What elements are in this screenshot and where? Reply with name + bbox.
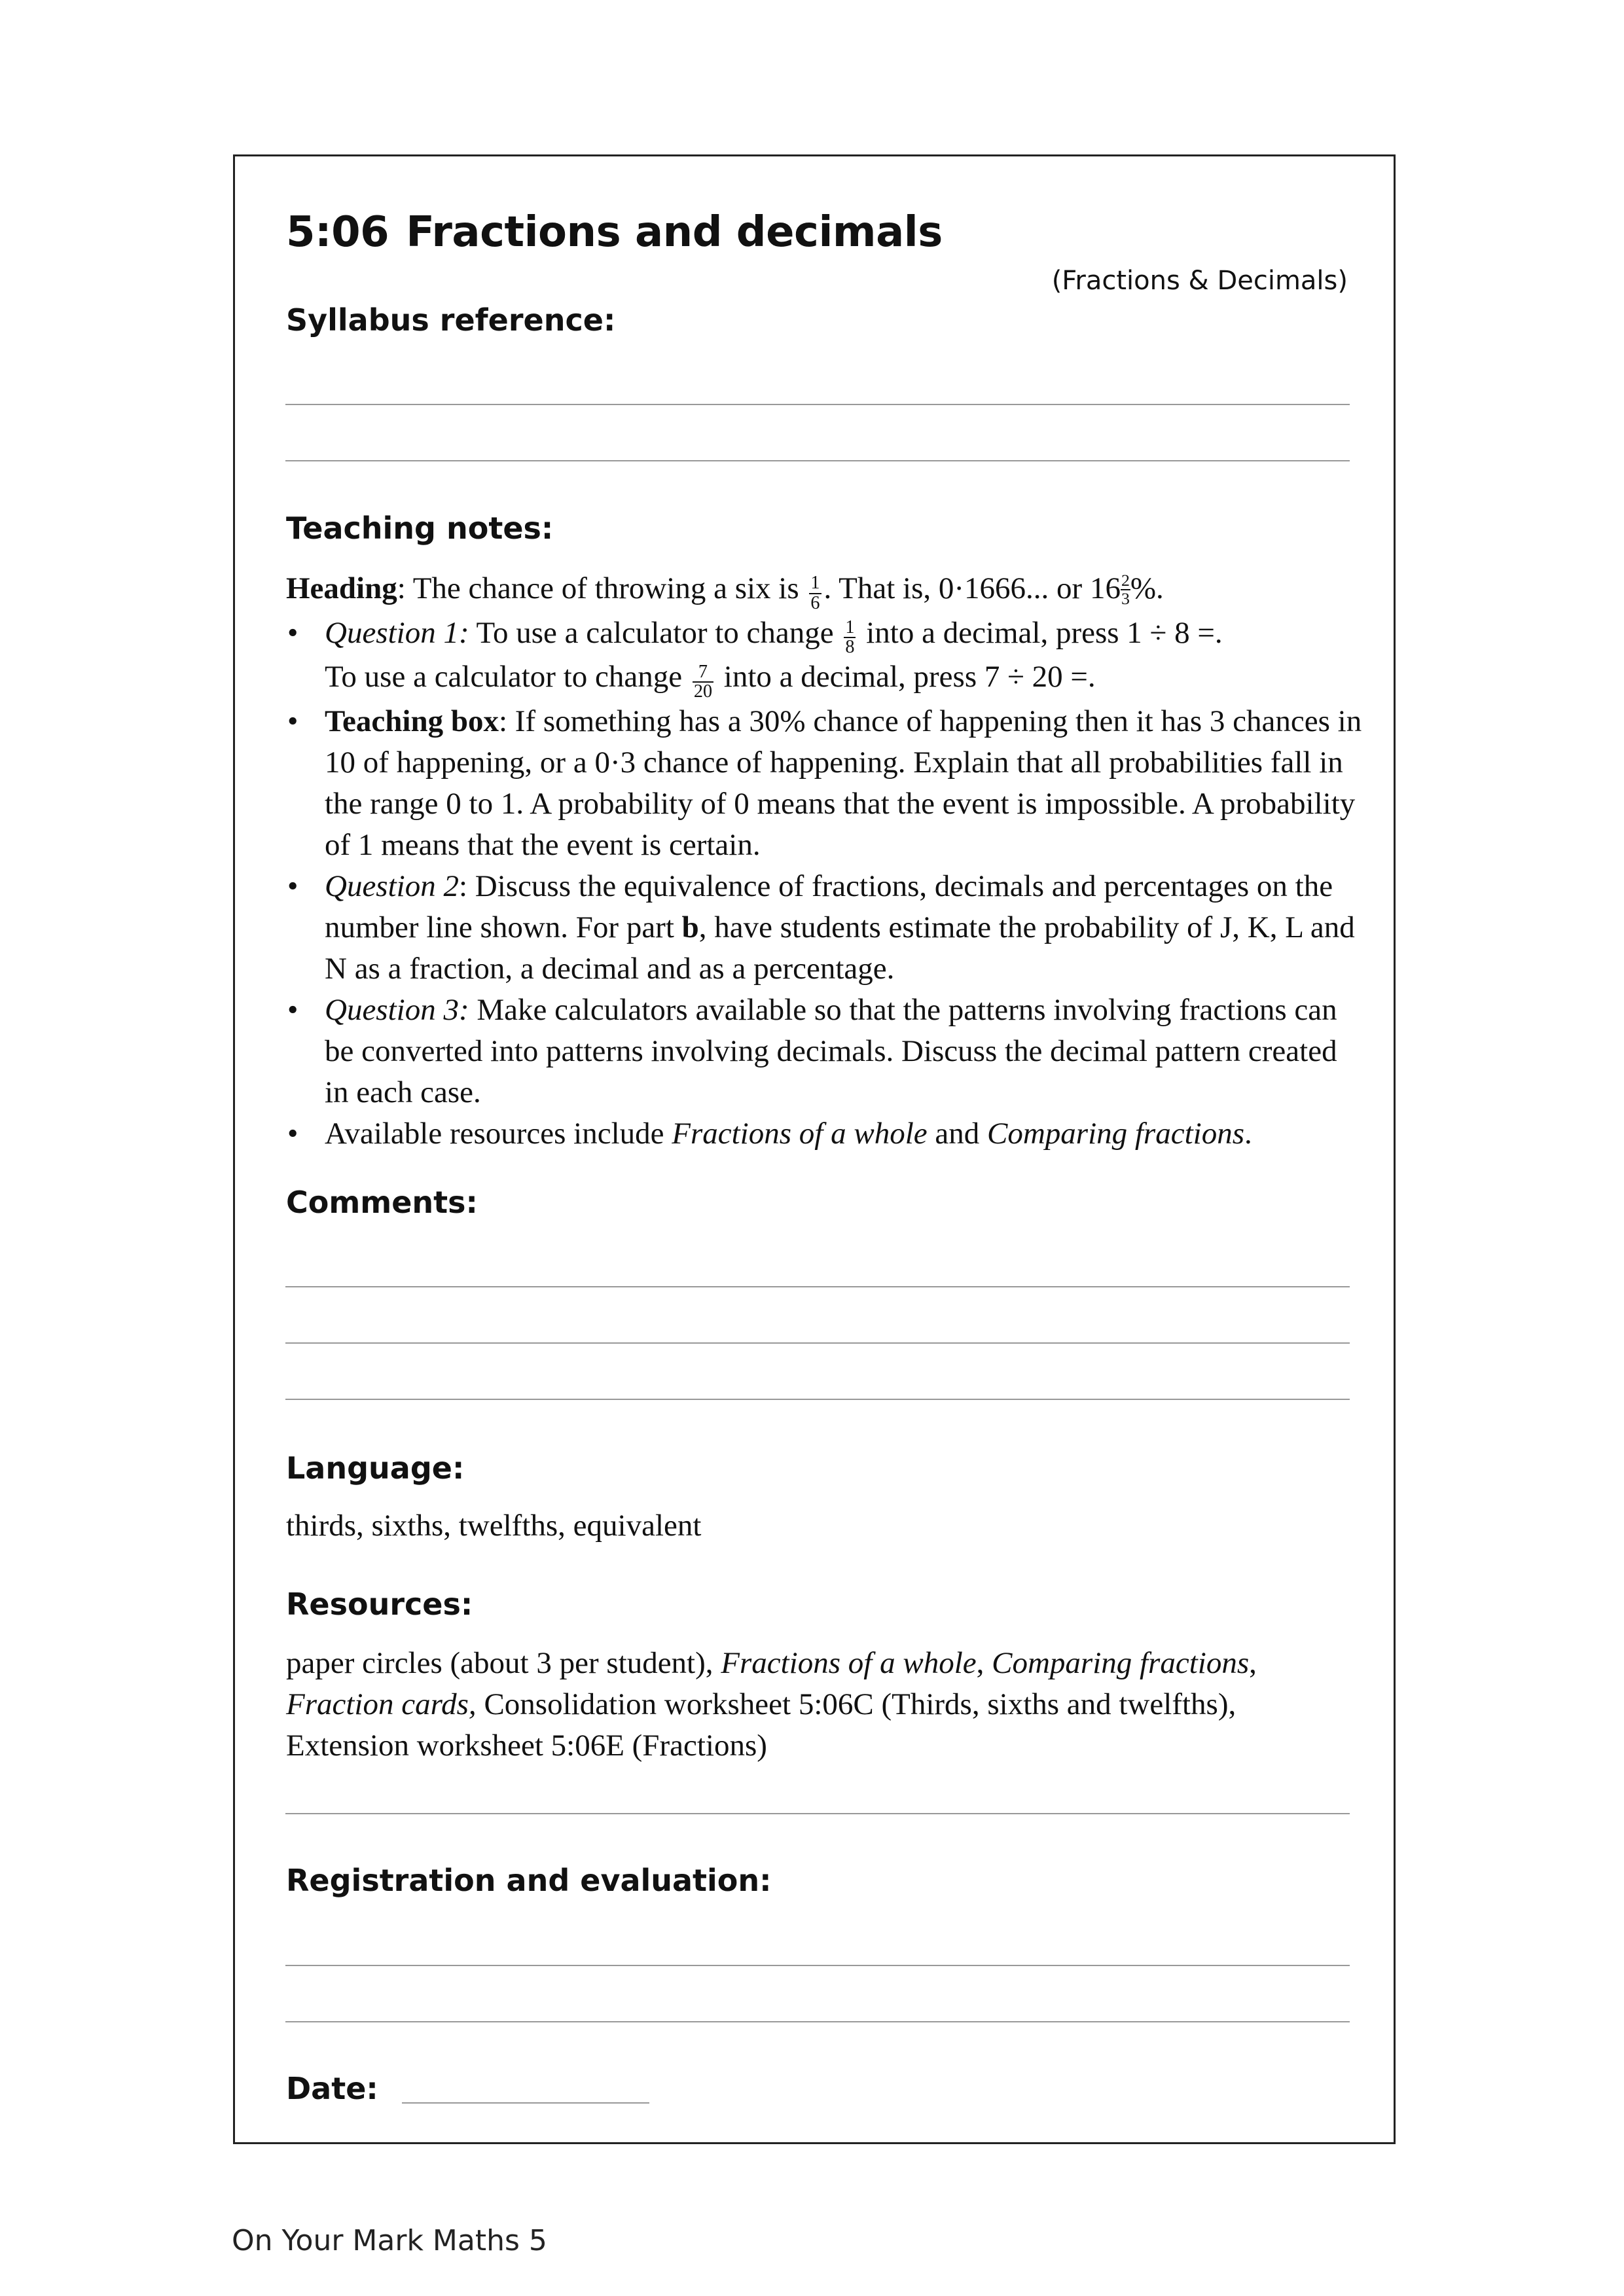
heading-note: Heading: The chance of throwing a six is $\frac{1}{6}$ . That is, 0·1666... or 16 $\frac{2}{3}$ %. [286,571,1164,613]
resources-text: paper circles (about 3 per student), Fractions of a whole, Comparing fractions, Fraction cards, Consolidation worksheet 5:06C (Thirds, sixths and twelfths), Extension worksheet 5:06E (Fractions) [286,1646,1257,1763]
syllabus-line-2 [285,460,1350,461]
footer-text: On Your Mark Maths 5 [232,2224,547,2257]
fraction-two-thirds: $\frac{2}{3}$ [1121,571,1130,609]
topic-label: (Fractions & Decimals) [1051,266,1348,296]
bullet-icon: • [287,704,298,739]
fraction-one-eighth: $\frac{1}{8}$ [845,617,855,658]
lesson-number: 5:06 [286,208,389,257]
syllabus-line-1 [285,404,1350,405]
resources-line [285,1813,1350,1814]
date-label: Date: [286,2071,378,2106]
comments-line-2 [285,1342,1350,1344]
note-question-1: • Question 1: To use a calculator to change $\frac{1}{8}$ into a decimal, press 1 ÷ 8 =. To use a calculator to change $\frac{7}{20}$ into a decimal, press 7 ÷ 20 =. [286,613,1366,701]
note-resources: • Available resources include Fractions of a whole and Comparing fractions. [286,1113,1366,1155]
language-heading: Language: [286,1450,465,1486]
teaching-notes-heading: Teaching notes: [286,511,554,546]
registration-heading: Registration and evaluation: [286,1863,772,1898]
comments-line-3 [285,1399,1350,1400]
comments-heading: Comments: [286,1185,478,1220]
resources-heading: Resources: [286,1587,473,1622]
bullet-icon: • [287,1117,298,1151]
bullet-icon: • [287,869,298,904]
note-question-3: • Question 3: Make calculators available so that the patterns involving fractions can be converted into patterns involving decimals. Discuss the decimal pattern created in each case. [286,990,1366,1113]
comments-line-1 [285,1286,1350,1287]
date-line [402,2102,649,2104]
fraction-seven-twentieths: $\frac{7}{20}$ [693,661,713,702]
page-title [286,208,943,257]
note-question-2: • Question 2: Discuss the equivalence of fractions, decimals and percentages on the number line shown. For part b, have students estimate the probability of J, K, L and N as a fraction, a decimal and as a percentage. [286,866,1366,990]
bullet-icon: • [287,993,298,1028]
syllabus-heading: Syllabus reference: [286,302,616,338]
bullet-icon: • [287,615,298,650]
note-teaching-box: • Teaching box: If something has a 30% chance of happening then it has 3 chances in 10 of happening, or a 0·3 chance of happening. Explain that all probabilities fall in the range 0 to 1. A probability of 0 means that the event is impossible. A probability of 1 means that the event is certain. [286,701,1366,866]
registration-line-2 [285,2021,1350,2022]
registration-line-1 [285,1965,1350,1966]
language-text: thirds, sixths, twelfths, equivalent [286,1509,702,1543]
teaching-notes-body [286,568,1366,1155]
fraction-one-sixth: $\frac{1}{6}$ [810,573,820,613]
notes-list [286,613,1366,1155]
lesson-title: Fractions and decimals [406,208,943,257]
